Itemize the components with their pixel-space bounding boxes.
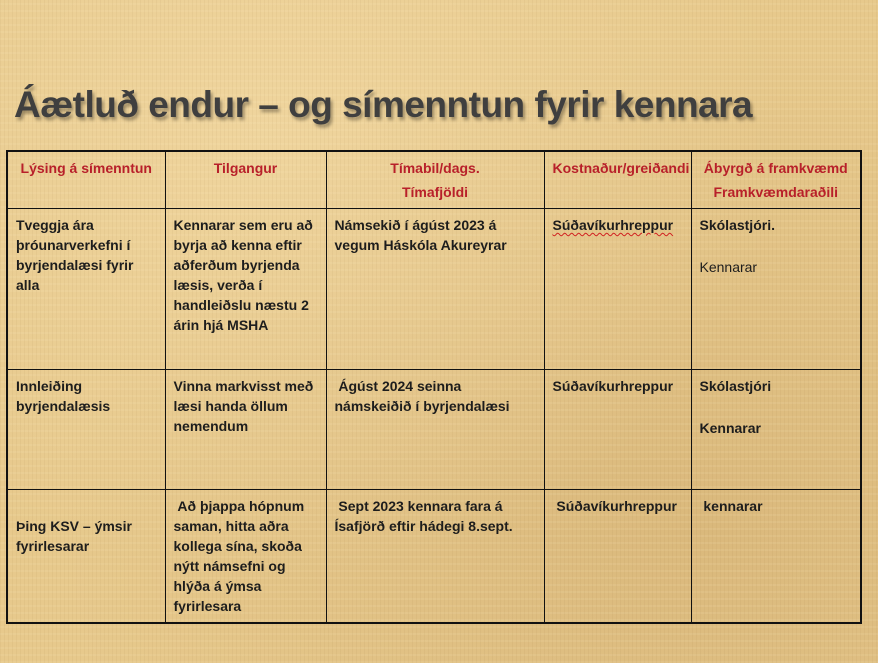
description-value: Þing KSV – ýmsir fyrirlesarar — [16, 518, 132, 555]
cell-cost — [544, 209, 691, 370]
cell-cost: Súðavíkurhreppur — [544, 369, 691, 489]
cell-purpose — [165, 490, 326, 623]
cell-responsible — [691, 490, 861, 623]
header-period-sub-label: Tímafjöldi — [401, 184, 469, 200]
cell-period: Námsekið í ágúst 2023 á vegum Háskóla Akureyrar — [326, 209, 544, 370]
header-period-label: Tímabil/dags. — [390, 160, 480, 176]
cost-value: Súðavíkurhreppur — [552, 217, 674, 233]
responsible-value: kennarar — [703, 498, 763, 515]
period-value: Sept 2023 kennara fara á Ísafjörð eftir hádegi 8.sept. — [334, 498, 513, 535]
table-header-row — [7, 151, 861, 209]
cell-description: Tveggja ára þróunarverkefni í byrjendalæsi fyrir alla — [7, 209, 165, 370]
training-plan-table — [6, 150, 862, 624]
cell-purpose: Vinna markvisst með læsi handa öllum nemendum — [165, 369, 326, 489]
table-row — [7, 369, 861, 489]
header-description — [7, 151, 165, 209]
header-responsible — [691, 151, 861, 209]
cell-responsible — [691, 209, 861, 370]
cost-value: Súðavíkurhreppur — [556, 498, 677, 515]
table-row — [7, 490, 861, 623]
cell-responsible — [691, 369, 861, 489]
header-responsible-label: Ábyrgð á framkvæmd — [703, 160, 848, 176]
responsible-extra-value: Kennarar — [699, 419, 761, 436]
header-cost — [544, 151, 691, 209]
header-purpose-label: Tilgangur — [213, 160, 278, 176]
cell-description: Innleiðing byrjendalæsis — [7, 369, 165, 489]
responsible-value: Skólastjóri — [699, 377, 772, 394]
header-purpose — [165, 151, 326, 209]
header-description-label: Lýsing á símenntun — [20, 160, 152, 176]
header-responsible-sub-label: Framkvæmdaraðili — [713, 184, 838, 200]
cell-period — [326, 369, 544, 489]
responsible-value: Skólastjóri. — [699, 217, 775, 233]
cell-purpose: Kennarar sem eru að byrja að kenna eftir aðferðum byrjenda læsis, verða í handleiðslu næstu 2 árin hjá MSHA — [165, 209, 326, 370]
period-value: Ágúst 2024 seinna námskeiðið í byrjendalæsi — [334, 377, 510, 414]
page-title: Áætluð endur – og símenntun fyrir kennara — [14, 84, 753, 125]
cell-period — [326, 490, 544, 623]
responsible-extra-value: Kennarar — [699, 259, 758, 275]
table-row — [7, 209, 861, 370]
cell-description — [7, 490, 165, 623]
cell-cost — [544, 490, 691, 623]
header-period — [326, 151, 544, 209]
header-cost-label: Kostnaður/greiðandi — [552, 160, 690, 176]
purpose-value: Að þjappa hópnum saman, hitta aðra kollega sína, skoða nýtt námsefni og hlýða á ýmsa fyrirlesara — [173, 498, 305, 615]
